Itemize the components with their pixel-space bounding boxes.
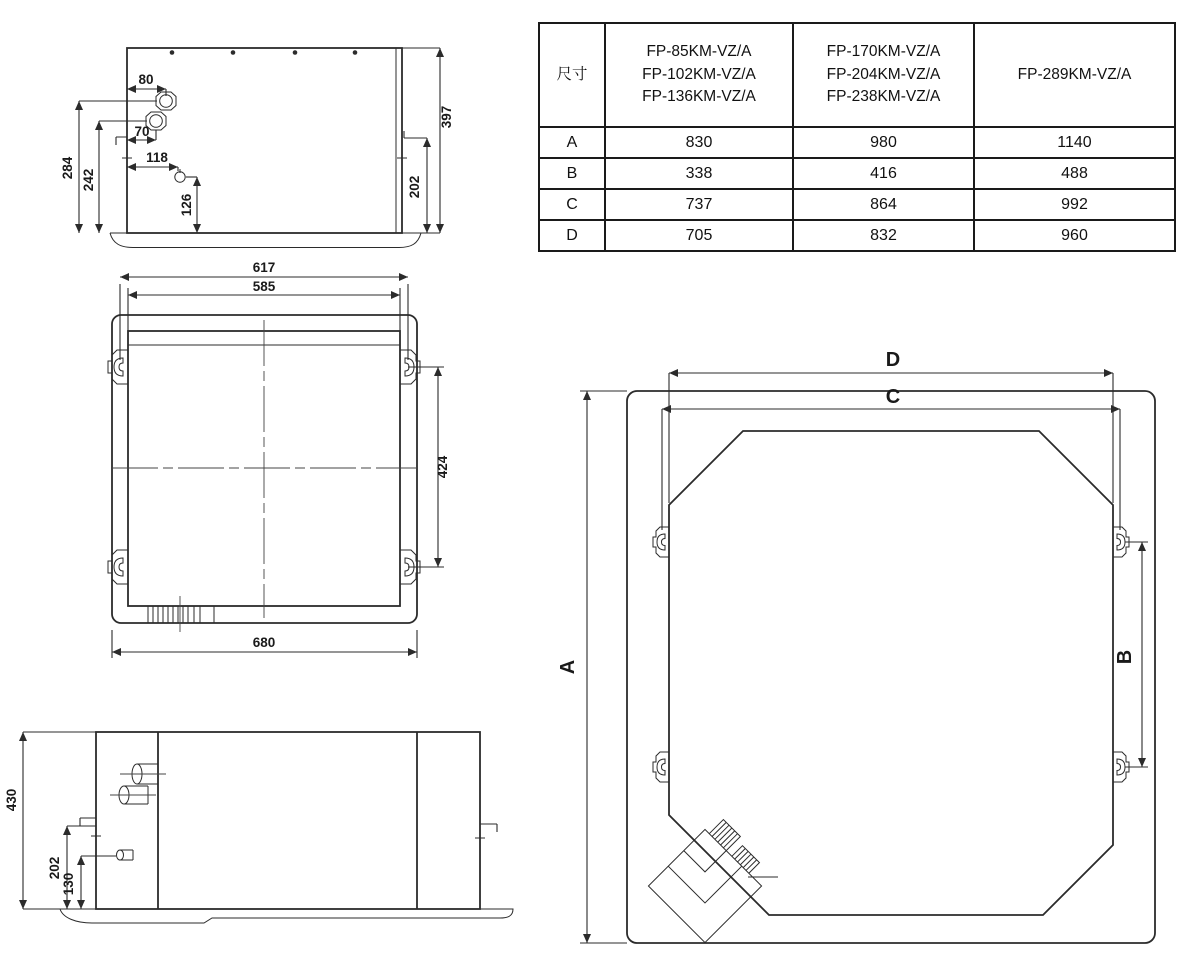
dim-397: 397 (439, 105, 454, 129)
drain-stub-ribs (148, 596, 214, 632)
model-group-cell (793, 23, 974, 127)
dim-value-cell: 1140 (974, 127, 1175, 158)
dim-202: 202 (407, 175, 422, 199)
dim-row-label: A (539, 127, 605, 158)
panel-view-dimensions (557, 349, 1148, 943)
dim-value-cell: 992 (974, 189, 1175, 220)
dim-row-label: C (539, 189, 605, 220)
dim-130: 130 (61, 872, 76, 896)
panel-view-drawing (556, 336, 1200, 956)
model-name: FP-102KM-VZ/A (642, 65, 756, 83)
dim-585: 585 (252, 279, 276, 294)
front-view-drawing (25, 22, 470, 262)
dim-118: 118 (146, 150, 168, 165)
label-A: A (557, 659, 579, 675)
model-name: FP-85KM-VZ/A (646, 43, 752, 61)
table-corner-cell: 尺寸 (539, 23, 605, 127)
model-name: FP-170KM-VZ/A (826, 43, 941, 61)
dim-284: 284 (60, 156, 75, 180)
plan-view-drawing (88, 260, 490, 670)
side-view-drawing (4, 693, 543, 953)
pipe-connection-icon (146, 92, 176, 130)
model-group-cell (605, 23, 793, 127)
dim-430: 430 (4, 788, 19, 812)
dim-value-cell: 830 (605, 127, 793, 158)
dim-value-cell: 737 (605, 189, 793, 220)
side-view-outline (60, 732, 513, 923)
dim-680: 680 (252, 635, 276, 650)
connection-box (648, 815, 775, 942)
dim-value-cell: 864 (793, 189, 974, 220)
label-C: C (885, 386, 901, 408)
plan-view-outline (112, 315, 417, 632)
front-view-dimensions (60, 48, 454, 233)
drain-connection-icon (175, 169, 185, 182)
dim-202-side: 202 (47, 856, 62, 880)
label-D: D (885, 349, 901, 371)
dimensions-table (538, 22, 1176, 252)
dim-242: 242 (81, 168, 96, 192)
dim-value-cell: 832 (793, 220, 974, 251)
side-view-dimensions (4, 732, 116, 909)
dim-row-label: D (539, 220, 605, 251)
dim-424: 424 (435, 455, 450, 479)
connector-ribs (709, 820, 763, 874)
model-name: FP-238KM-VZ/A (826, 88, 941, 106)
panel-outline (627, 391, 1155, 943)
dim-617: 617 (252, 260, 276, 275)
model-group-cell (974, 23, 1175, 127)
dim-value-cell: 980 (793, 127, 974, 158)
dim-value-cell: 338 (605, 158, 793, 189)
hanger-brackets (653, 527, 1129, 782)
label-B: B (1114, 649, 1136, 665)
dim-80: 80 (138, 72, 154, 87)
model-name: FP-289KM-VZ/A (1017, 65, 1132, 83)
dim-row-label: B (539, 158, 605, 189)
dim-value-cell: 960 (974, 220, 1175, 251)
model-name: FP-204KM-VZ/A (826, 65, 941, 83)
dim-126: 126 (179, 193, 194, 217)
dim-value-cell: 705 (605, 220, 793, 251)
dim-value-cell: 416 (793, 158, 974, 189)
dim-value-cell: 488 (974, 158, 1175, 189)
hanger-hook-marks (80, 818, 497, 838)
unit-body-outline (110, 48, 421, 248)
dim-70: 70 (134, 124, 150, 139)
model-name: FP-136KM-VZ/A (642, 88, 756, 106)
